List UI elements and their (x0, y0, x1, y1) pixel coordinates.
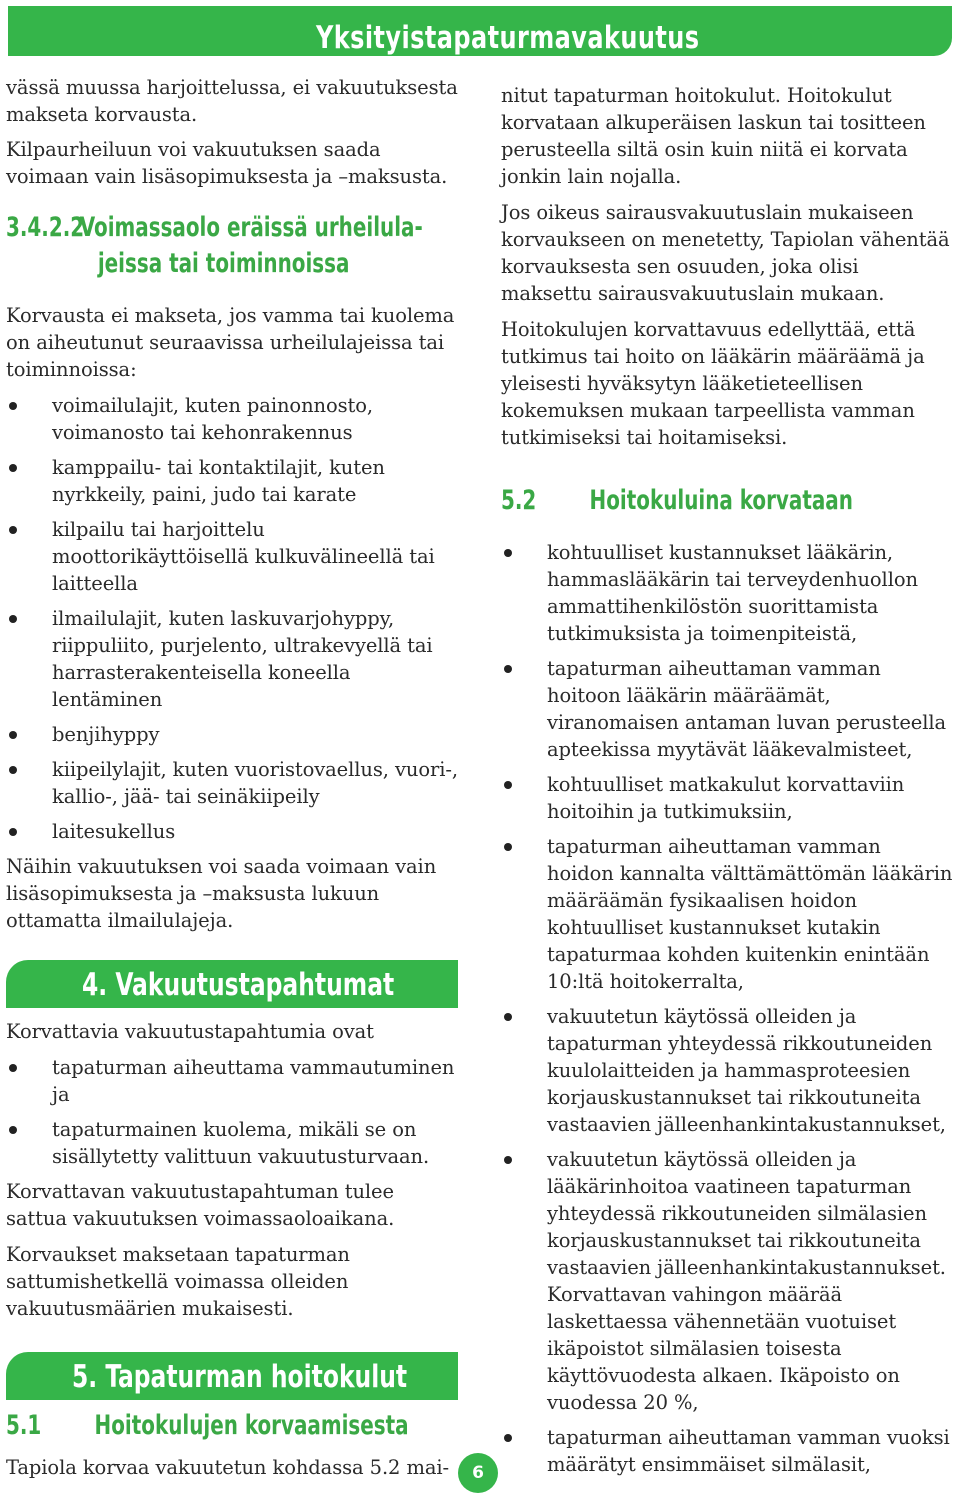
list-item: kiipeilylajit, kuten vuoristovaellus, vuori-, kallio-, jää- tai seinäkiipeily (6, 756, 458, 810)
list-item: vakuutetun käytössä olleiden ja lääkärinhoitoa vaatineen tapaturman yhteydessä rikkoutuneiden silmälasien korjauskustannukset tai rikkoutuneita vastaavien jälleenhankintakustannukset. Korvattavan vahingon määrää laskettaessa vähennetään vuotuiset ikäpoistot silmälasien toisesta käyttövuodesta alkaen. Ikäpoisto on vuodessa 20 %, (501, 1146, 953, 1416)
heading-text-line1: Voimassaolo eräissä urheilula- (79, 212, 423, 243)
heading-number: 3.4.2.2 (6, 212, 85, 243)
bullet-icon (504, 1434, 512, 1442)
paragraph: Kilpaurheiluun voi vakuutuksen saada voimaan vain lisäsopimuksesta ja –maksusta. (6, 138, 448, 188)
heading-text: Hoitokuluina korvataan (589, 485, 853, 516)
insurance-events-list (6, 1054, 458, 1170)
bullet-icon (504, 1013, 512, 1021)
list-item: ilmailulajit, kuten laskuvarjohyppy, riippuliito, purjelento, ultrakevyellä tai harrasterakenteisella koneella lentäminen (6, 605, 458, 713)
heading-number: 5.1 (6, 1410, 42, 1441)
bullet-icon (9, 828, 17, 836)
list-item: tapaturman aiheuttaman vamman hoitoon lääkärin määräämät, viranomaisen antaman luvan perusteella apteekissa myytävät lääkevalmisteet, (501, 655, 953, 763)
subsection-heading-3-4-2-2 (6, 210, 423, 282)
paragraph: Korvausta ei makseta, jos vamma tai kuolema on aiheutunut seuraavissa urheilulajeissa tai toiminnoissa: (6, 304, 455, 381)
list-item: kilpailu tai harjoittelu moottorikäyttöisellä kulkuvälineellä tai laitteella (6, 516, 458, 597)
paragraph: Tapiola korvaa vakuutetun kohdassa 5.2 mai- (6, 1456, 450, 1479)
list-item: tapaturmainen kuolema, mikäli se on sisällytetty valittuun vakuutusturvaan. (6, 1116, 458, 1170)
list-item: tapaturman aiheuttama vammautuminen ja (6, 1054, 458, 1108)
bullet-icon (504, 549, 512, 557)
paragraph: Korvattavia vakuutustapahtumia ovat (6, 1020, 374, 1043)
excluded-sports-list (6, 392, 458, 845)
bullet-icon (9, 526, 17, 534)
paragraph: Hoitokulujen korvattavuus edellyttää, että tutkimus tai hoito on lääkärin määräämä ja yleisesti hyväksytyn lääketieteellisen kokemuksen mukaan tarpeellista vamman tutkimiseksi tai hoitamiseksi. (501, 318, 925, 449)
heading-number: 5.2 (501, 485, 537, 516)
heading-text: Hoitokulujen korvaamisesta (94, 1410, 409, 1441)
bullet-icon (504, 781, 512, 789)
list-item: vakuutetun käytössä olleiden ja tapaturman yhteydessä rikkoutuneiden kuulolaitteiden ja hammasproteesien korjauskustannukset tai rikkoutuneita vastaavien jälleenhankintakustannukset, (501, 1003, 953, 1138)
paragraph: Näihin vakuutuksen voi saada voimaan vain lisäsopimuksesta ja –maksusta lukuun ottamatta ilmailulajeja. (6, 855, 437, 932)
bullet-icon (504, 665, 512, 673)
bullet-icon (504, 1156, 512, 1164)
list-item: kohtuulliset matkakulut korvattaviin hoitoihin ja tutkimuksiin, (501, 771, 953, 825)
list-item: kohtuulliset kustannukset lääkärin, hammaslääkärin tai terveydenhuollon ammattihenkilöstön suorittamista tutkimuksista ja toimenpiteistä, (501, 539, 953, 647)
bullet-icon (9, 615, 17, 623)
paragraph: Korvattavan vakuutustapahtuman tulee sattua vakuutuksen voimassaoloaikana. (6, 1180, 395, 1230)
bullet-icon (9, 766, 17, 774)
page-number: 6 (458, 1453, 498, 1493)
section-title: 4. Vakuutustapahtumat (82, 967, 395, 1003)
section-title: 5. Tapaturman hoitokulut (72, 1359, 408, 1395)
list-item: tapaturman aiheuttaman vamman hoidon kannalta välttämättömän lääkärin määräämän fysikaalisen hoidon kohtuulliset kustannukset kutakin tapaturmaa kohden kuitenkin enintään 10:ltä hoitokerralta, (501, 833, 953, 995)
list-item: benjihyppy (6, 721, 458, 748)
document-title: Yksityistapaturmavakuutus (316, 20, 700, 56)
section-banner-4 (6, 960, 458, 1008)
list-item: kamppailu- tai kontaktilajit, kuten nyrkkeily, paini, judo tai karate (6, 454, 458, 508)
list-item: voimailulajit, kuten painonnosto, voimanosto tai kehonrakennus (6, 392, 458, 446)
list-item: tapaturman aiheuttaman vamman vuoksi määrätyt ensimmäiset silmälasit, (501, 1424, 953, 1478)
paragraph: nitut tapaturman hoitokulut. Hoitokulut korvataan alkuperäisen laskun tai tositteen perusteella siltä osin kuin niitä ei korvata jonkin lain nojalla. (501, 84, 926, 188)
bullet-icon (9, 402, 17, 410)
paragraph: Jos oikeus sairausvakuutuslain mukaiseen korvaukseen on menetetty, Tapiolan vähentää korvauksesta sen osuuden, joka olisi maksettu sairausvakuutuslain mukaan. (501, 201, 950, 305)
bullet-icon (9, 731, 17, 739)
bullet-icon (504, 843, 512, 851)
paragraph: vässä muussa harjoittelussa, ei vakuutuksesta makseta korvausta. (6, 76, 458, 126)
heading-text-line2: jeissa tai toiminnoissa (97, 248, 350, 279)
bullet-icon (9, 464, 17, 472)
subsection-heading-5-1 (6, 1408, 409, 1444)
paragraph: Korvaukset maksetaan tapaturman sattumishetkellä voimassa olleiden vakuutusmäärien mukaisesti. (6, 1243, 350, 1320)
covered-costs-list (501, 539, 953, 1478)
left-column (6, 74, 458, 1490)
section-banner-5 (6, 1352, 458, 1400)
header-banner (8, 6, 952, 56)
bullet-icon (9, 1064, 17, 1072)
subsection-heading-5-2 (501, 483, 872, 519)
list-item: laitesukellus (6, 818, 458, 845)
right-column (501, 82, 953, 1486)
bullet-icon (9, 1126, 17, 1134)
